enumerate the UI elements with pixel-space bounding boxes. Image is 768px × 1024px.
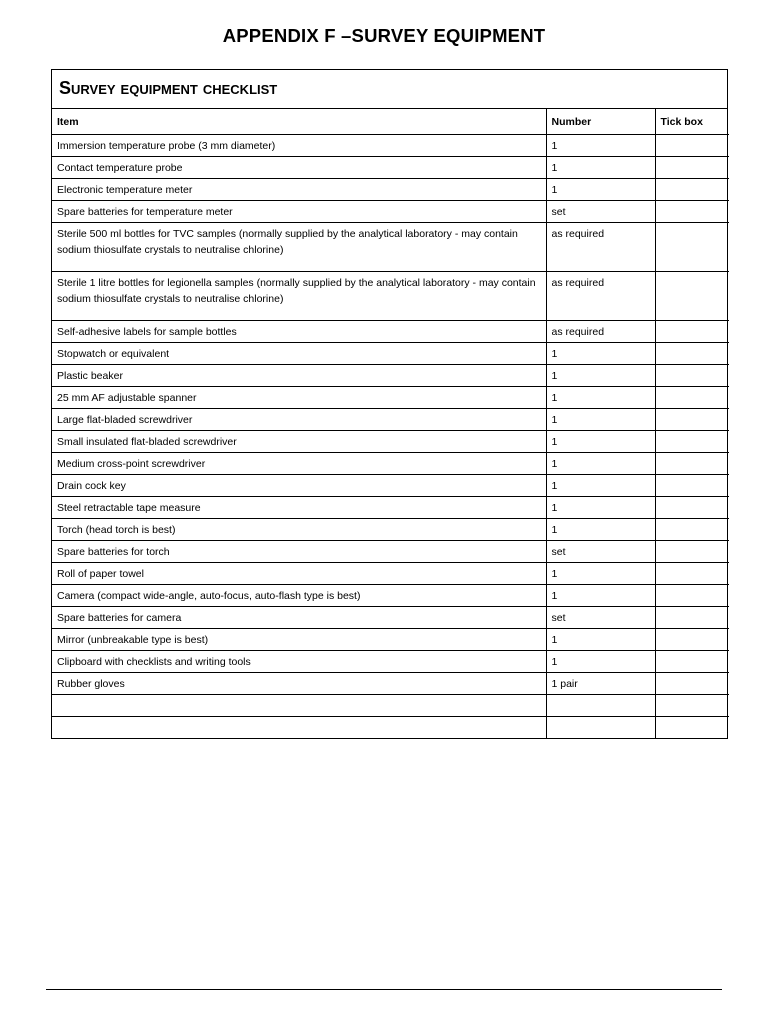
item-cell <box>52 717 546 739</box>
tick-box-cell[interactable] <box>655 431 729 453</box>
table-row <box>52 387 729 409</box>
item-cell: Sterile 1 litre bottles for legionella samples (normally supplied by the analytical laboratory - may contain sodium thiosulfate crystals to neutralise chlorine) <box>52 272 546 321</box>
table-row <box>52 157 729 179</box>
tick-box-cell[interactable] <box>655 607 729 629</box>
tick-box-cell[interactable] <box>655 365 729 387</box>
number-cell: set <box>546 541 655 563</box>
number-cell <box>546 695 655 717</box>
item-cell: Rubber gloves <box>52 673 546 695</box>
table-row <box>52 409 729 431</box>
number-cell: set <box>546 607 655 629</box>
table-row <box>52 563 729 585</box>
page-title: APPENDIX F –SURVEY EQUIPMENT <box>222 25 546 46</box>
tick-box-cell[interactable] <box>655 717 729 739</box>
table-header-row <box>52 109 729 135</box>
number-cell: 1 <box>546 563 655 585</box>
item-cell: Mirror (unbreakable type is best) <box>52 629 546 651</box>
number-cell: 1 <box>546 387 655 409</box>
item-cell: Contact temperature probe <box>52 157 546 179</box>
number-cell: as required <box>546 321 655 343</box>
table-row <box>52 629 729 651</box>
number-cell: 1 <box>546 453 655 475</box>
item-cell: Clipboard with checklists and writing tools <box>52 651 546 673</box>
table-row <box>52 135 729 157</box>
tick-box-cell[interactable] <box>655 497 729 519</box>
tick-box-cell[interactable] <box>655 673 729 695</box>
table-row <box>52 453 729 475</box>
table-row <box>52 541 729 563</box>
item-cell: Stopwatch or equivalent <box>52 343 546 365</box>
number-cell: 1 <box>546 651 655 673</box>
tick-box-cell[interactable] <box>655 179 729 201</box>
table-row <box>52 223 729 272</box>
number-cell: 1 <box>546 475 655 497</box>
number-cell: as required <box>546 272 655 321</box>
number-cell: 1 <box>546 519 655 541</box>
item-cell: Sterile 500 ml bottles for TVC samples (normally supplied by the analytical laboratory - may contain sodium thiosulfate crystals to neutralise chlorine) <box>52 223 546 272</box>
table-row <box>52 585 729 607</box>
tick-box-cell[interactable] <box>655 695 729 717</box>
number-cell: 1 <box>546 585 655 607</box>
table-row <box>52 475 729 497</box>
number-cell: 1 <box>546 497 655 519</box>
item-cell: Electronic temperature meter <box>52 179 546 201</box>
table-row <box>52 651 729 673</box>
tick-box-cell[interactable] <box>655 585 729 607</box>
tick-box-cell[interactable] <box>655 135 729 157</box>
item-cell: Immersion temperature probe (3 mm diameter) <box>52 135 546 157</box>
equipment-checklist <box>51 69 728 739</box>
number-cell: 1 <box>546 157 655 179</box>
tick-box-cell[interactable] <box>655 201 729 223</box>
tick-box-cell[interactable] <box>655 563 729 585</box>
table-row <box>52 431 729 453</box>
tick-box-cell[interactable] <box>655 321 729 343</box>
item-cell: Steel retractable tape measure <box>52 497 546 519</box>
checklist-title: Survey equipment checklist <box>52 70 727 109</box>
tick-box-cell[interactable] <box>655 651 729 673</box>
item-cell: Small insulated flat-bladed screwdriver <box>52 431 546 453</box>
tick-box-cell[interactable] <box>655 223 729 272</box>
table-row <box>52 272 729 321</box>
number-cell: 1 <box>546 629 655 651</box>
tick-box-cell[interactable] <box>655 343 729 365</box>
item-cell: Large flat-bladed screwdriver <box>52 409 546 431</box>
tick-box-cell[interactable] <box>655 409 729 431</box>
table-row <box>52 321 729 343</box>
item-cell: Plastic beaker <box>52 365 546 387</box>
number-cell: 1 <box>546 135 655 157</box>
table-row <box>52 179 729 201</box>
checklist-body <box>52 135 729 739</box>
table-row <box>52 695 729 717</box>
tick-box-cell[interactable] <box>655 475 729 497</box>
header-item: Item <box>52 109 546 135</box>
item-cell: Spare batteries for torch <box>52 541 546 563</box>
item-cell: 25 mm AF adjustable spanner <box>52 387 546 409</box>
table-row <box>52 519 729 541</box>
number-cell: 1 pair <box>546 673 655 695</box>
item-cell: Medium cross-point screwdriver <box>52 453 546 475</box>
number-cell: 1 <box>546 409 655 431</box>
footer-rule <box>46 989 722 990</box>
tick-box-cell[interactable] <box>655 157 729 179</box>
table-row <box>52 201 729 223</box>
tick-box-cell[interactable] <box>655 629 729 651</box>
header-number: Number <box>546 109 655 135</box>
item-cell: Spare batteries for temperature meter <box>52 201 546 223</box>
tick-box-cell[interactable] <box>655 272 729 321</box>
item-cell: Torch (head torch is best) <box>52 519 546 541</box>
tick-box-cell[interactable] <box>655 453 729 475</box>
table-row <box>52 365 729 387</box>
table-row <box>52 673 729 695</box>
checklist-table <box>52 109 729 738</box>
item-cell: Camera (compact wide-angle, auto-focus, auto-flash type is best) <box>52 585 546 607</box>
item-cell <box>52 695 546 717</box>
table-row <box>52 607 729 629</box>
item-cell: Drain cock key <box>52 475 546 497</box>
table-row <box>52 717 729 739</box>
number-cell: as required <box>546 223 655 272</box>
table-row <box>52 343 729 365</box>
number-cell: 1 <box>546 365 655 387</box>
item-cell: Self-adhesive labels for sample bottles <box>52 321 546 343</box>
tick-box-cell[interactable] <box>655 519 729 541</box>
number-cell <box>546 717 655 739</box>
number-cell: 1 <box>546 431 655 453</box>
tick-box-cell[interactable] <box>655 541 729 563</box>
header-tick-box: Tick box <box>655 109 729 135</box>
item-cell: Spare batteries for camera <box>52 607 546 629</box>
number-cell: 1 <box>546 179 655 201</box>
item-cell: Roll of paper towel <box>52 563 546 585</box>
table-row <box>52 497 729 519</box>
number-cell: 1 <box>546 343 655 365</box>
tick-box-cell[interactable] <box>655 387 729 409</box>
number-cell: set <box>546 201 655 223</box>
